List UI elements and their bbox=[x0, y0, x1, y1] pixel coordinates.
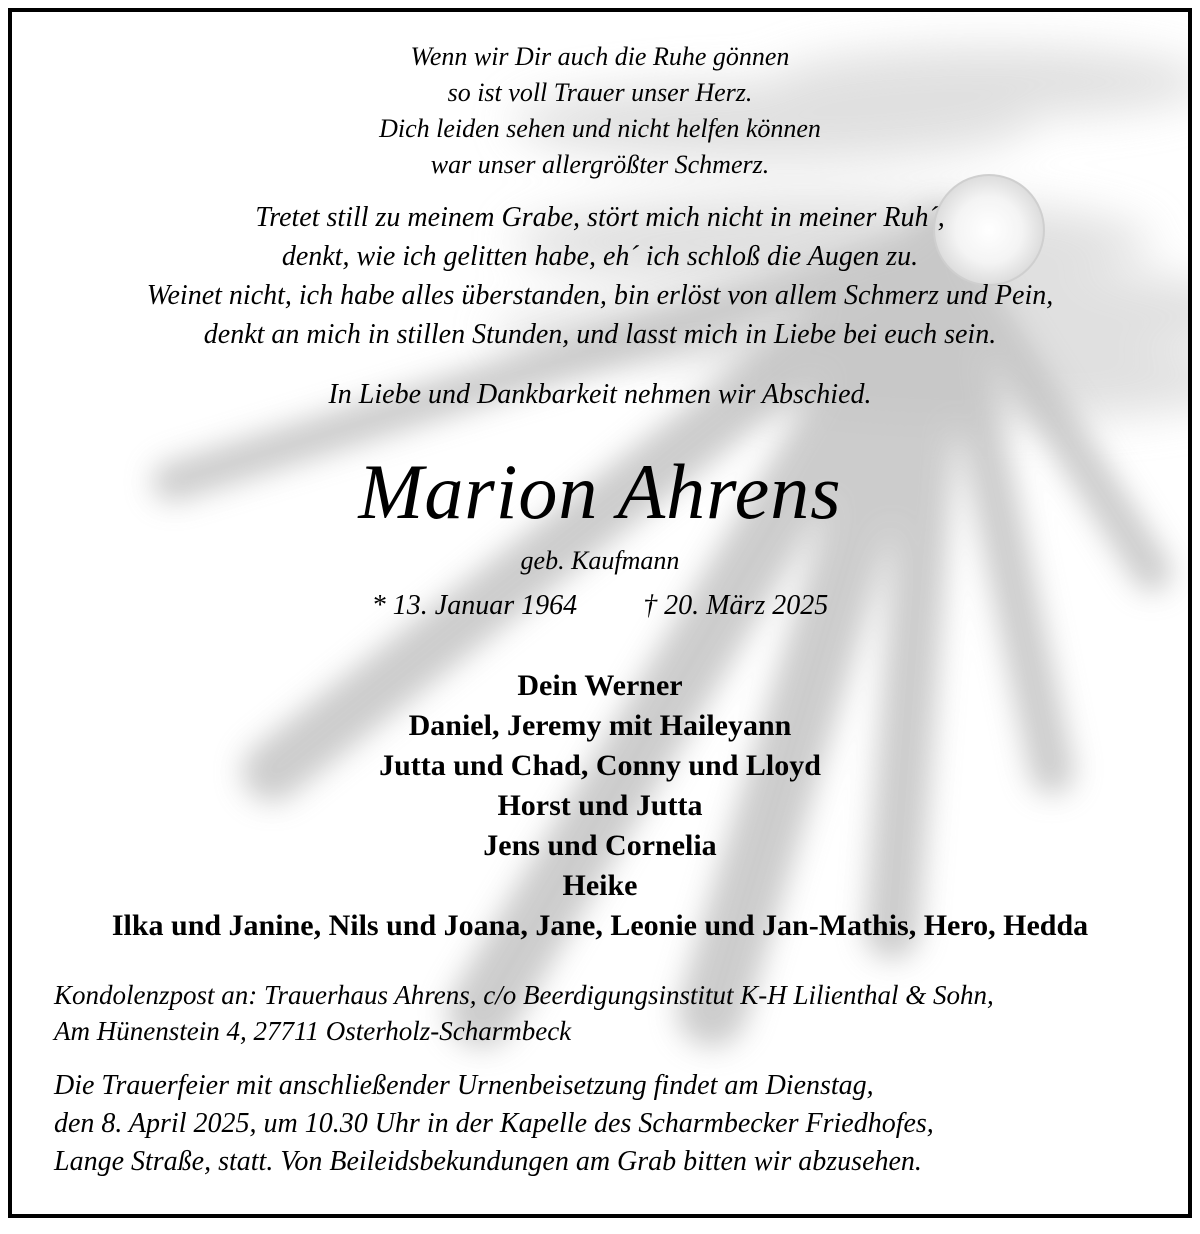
poem-line: Weinet nicht, ich habe alles überstanden, bin erlöst von allem Schmerz und Pein, bbox=[146, 280, 1054, 311]
poem-line: Wenn wir Dir auch die Ruhe gönnen bbox=[410, 42, 790, 71]
obituary-notice bbox=[8, 8, 1192, 1218]
mourner-line: Jutta und Chad, Conny und Lloyd bbox=[379, 749, 821, 782]
ceremony-line: den 8. April 2025, um 10.30 Uhr in der Kapelle des Scharmbecker Friedhofes, bbox=[54, 1108, 934, 1139]
death-date: † 20. März 2025 bbox=[643, 590, 829, 621]
birth-date: * 13. Januar 1964 bbox=[371, 590, 578, 621]
poem-line: denkt, wie ich gelitten habe, eh´ ich schloß die Augen zu. bbox=[281, 241, 919, 272]
life-dates bbox=[12, 590, 1188, 622]
mourner-line: Heike bbox=[562, 869, 638, 902]
mourner-line: Ilka und Janine, Nils und Joana, Jane, Leonie und Jan-Mathis, Hero, Hedda bbox=[111, 909, 1089, 942]
mourner-line: Jens und Cornelia bbox=[483, 829, 717, 862]
maiden-name: geb. Kaufmann bbox=[520, 546, 680, 575]
ceremony-line: Die Trauerfeier mit anschließender Urnenbeisetzung findet am Dienstag, bbox=[54, 1070, 874, 1101]
farewell-text: In Liebe und Dankbarkeit nehmen wir Abschied. bbox=[328, 379, 872, 410]
mourner-line: Horst und Jutta bbox=[497, 789, 703, 822]
poem-line: Dich leiden sehen und nicht helfen können bbox=[379, 114, 821, 143]
poem-line: war unser allergrößter Schmerz. bbox=[430, 150, 770, 179]
deceased-name: Marion Ahrens bbox=[358, 448, 842, 535]
notice-content bbox=[12, 12, 1188, 1214]
mourner-line: Dein Werner bbox=[517, 669, 683, 702]
condolence-line: Am Hünenstein 4, 27711 Osterholz-Scharmbeck bbox=[54, 1016, 572, 1046]
poem-line: Tretet still zu meinem Grabe, stört mich nicht in meiner Ruh´, bbox=[255, 202, 945, 233]
poem-line: so ist voll Trauer unser Herz. bbox=[447, 78, 753, 107]
poem-line: denkt an mich in stillen Stunden, und lasst mich in Liebe bei euch sein. bbox=[203, 319, 997, 350]
ceremony-line: Lange Straße, statt. Von Beileidsbekundungen am Grab bitten wir abzusehen. bbox=[54, 1146, 922, 1177]
condolence-line: Kondolenzpost an: Trauerhaus Ahrens, c/o Beerdigungsinstitut K-H Lilienthal & Sohn, bbox=[54, 980, 994, 1010]
mourner-line: Daniel, Jeremy mit Haileyann bbox=[408, 709, 792, 742]
